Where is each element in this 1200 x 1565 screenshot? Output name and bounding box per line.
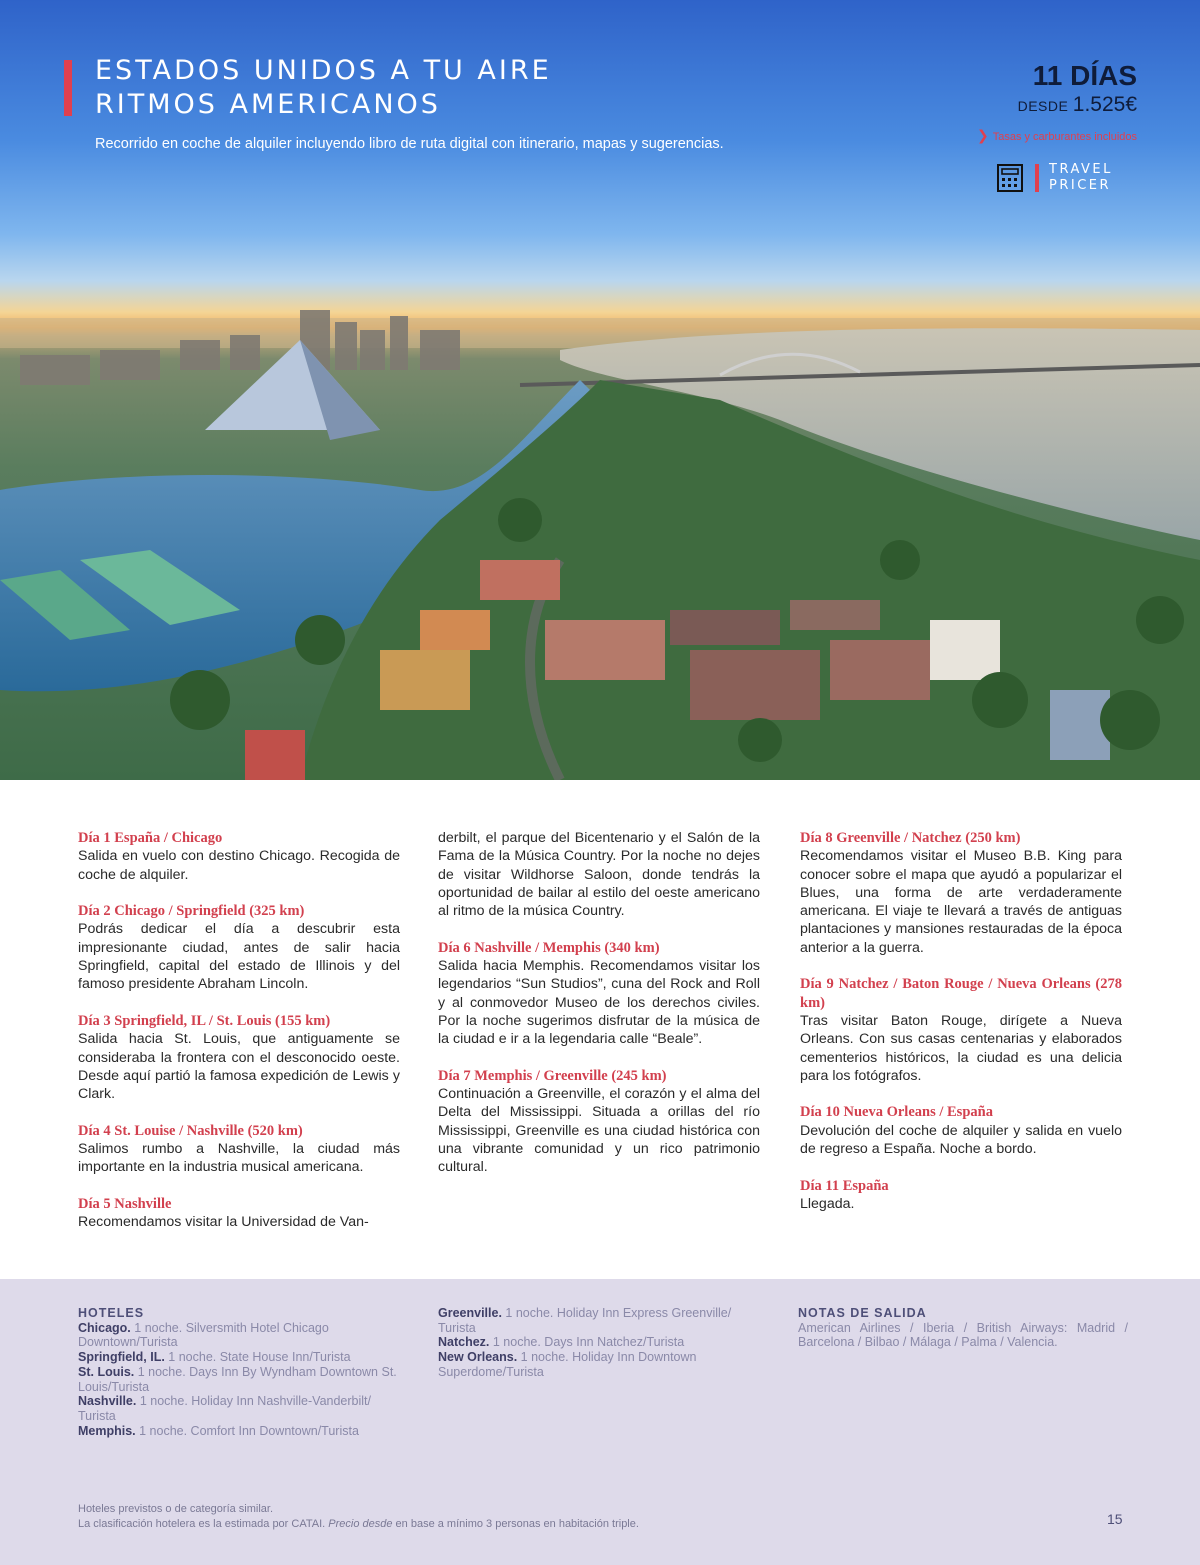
day-title: Día 7 Memphis / Greenville (245 km) xyxy=(438,1067,667,1084)
page-number: 15 xyxy=(1107,1511,1123,1527)
day-title: Día 11 España xyxy=(800,1177,889,1194)
taxes-note xyxy=(977,127,1137,144)
itinerary-day xyxy=(438,1067,760,1177)
hotel-detail: 1 noche. Comfort Inn Downtown/Turista xyxy=(135,1423,359,1438)
hotel-entry xyxy=(438,1306,768,1335)
day-text: Salida hacia St. Louis, que antiguamente se consideraba la frontera con el desconocido oeste. Desde aquí partió la famosa expedición de Lewis y Clark. xyxy=(78,1031,400,1103)
hotel-detail: 1 noche. Holiday Inn Nashville-Vanderbilt/ Turista xyxy=(78,1394,371,1423)
day-text: Devolución del coche de alquiler y salida en vuelo de regreso a España. Noche a bordo. xyxy=(800,1122,1122,1158)
tour-subtitle: RITMOS AMERICANOS xyxy=(95,89,441,120)
hotel-entry xyxy=(78,1321,408,1350)
day-title: Día 10 Nueva Orleans / España xyxy=(800,1104,993,1121)
hotel-entry xyxy=(78,1424,408,1439)
itinerary-day-continued xyxy=(438,829,760,920)
price-from-label: DESDE xyxy=(1017,98,1069,114)
hotel-city: Memphis. xyxy=(78,1423,136,1438)
hotel-city: New Orleans. xyxy=(438,1350,518,1365)
badge-line1: TRAVEL xyxy=(1049,162,1113,177)
hotel-detail: 1 noche. Days Inn By Wyndham Downtown St. Louis/Turista xyxy=(78,1364,397,1394)
itinerary-day xyxy=(800,1177,1122,1214)
footer-price-from: Precio desde xyxy=(328,1517,393,1530)
day-title: Día 5 Nashville xyxy=(78,1195,172,1212)
hotel-detail: 1 noche. Holiday Inn Express Greenville/ Turista xyxy=(438,1306,732,1335)
itinerary-day xyxy=(800,1103,1122,1158)
hotel-city: Greenville. xyxy=(438,1306,502,1320)
day-text: Salida hacia Memphis. Recomendamos visitar los legendarios “Sun Studios”, cuna del Rock and Roll y al conmovedor Museo de los derechos civiles. Por la noche sugerimos disfrutar de la música de la ciudad e ir a la legendaria calle “Beale”. xyxy=(438,958,760,1048)
hotel-detail: 1 noche. State House Inn/Turista xyxy=(164,1350,351,1365)
footer-line-2-end: en base a mínimo 3 personas en habitación triple. xyxy=(392,1517,639,1530)
hotel-city: Natchez. xyxy=(438,1335,490,1350)
hotel-entry xyxy=(78,1394,408,1423)
day-text: derbilt, el parque del Bicentenario y el Salón de la Fama de la Música Country. Por la noche no dejes de visitar Wildhorse Saloon, donde tendrás la oportunidad de bailar al estilo del oeste americano al ritmo de la música Country. xyxy=(438,830,760,920)
hero-photo xyxy=(0,0,1200,780)
hotel-detail: 1 noche. Holiday Inn Downtown Superdome/Turista xyxy=(438,1350,697,1379)
departure-notes-heading: NOTAS DE SALIDA xyxy=(798,1306,927,1320)
tour-description: Recorrido en coche de alquiler incluyendo libro de ruta digital con itinerario, mapas y sugerencias. xyxy=(95,136,724,152)
itinerary-day xyxy=(800,975,1122,1085)
badge-line2: PRICER xyxy=(1049,178,1112,193)
day-text: Podrás dedicar el día a descubrir esta impresionante ciudad, antes de salir hacia Springfield, capital del estado de Illinois y del famoso presidente Abraham Lincoln. xyxy=(78,921,400,993)
hotel-entry xyxy=(78,1350,408,1365)
itinerary-day xyxy=(78,1122,400,1177)
day-text: Recomendamos visitar el Museo B.B. King para conocer sobre el mapa que ayudó a popularizar el Blues, una forma de arte verdaderamente americana. El viaje te llevará a través de antiguas plantaciones y mansiones restauradas de la época anterior a la guerra. xyxy=(800,848,1122,956)
day-title: Día 2 Chicago / Springfield (325 km) xyxy=(78,903,305,920)
hotel-detail: 1 noche. Silversmith Hotel Chicago Downtown/Turista xyxy=(78,1320,329,1350)
hotel-entry xyxy=(78,1365,408,1394)
itinerary-day xyxy=(78,902,400,993)
departure-notes-text: American Airlines / Iberia / British Airways: Madrid / Barcelona / Bilbao / Málaga / Palma / Valencia. xyxy=(798,1320,1128,1350)
day-title: Día 4 St. Louise / Nashville (520 km) xyxy=(78,1122,303,1139)
itinerary-day xyxy=(78,829,400,884)
hotel-entry xyxy=(438,1335,768,1350)
day-title: Día 9 Natchez / Baton Rouge / Nueva Orleans (278 km) xyxy=(800,976,1122,1011)
hotel-detail: 1 noche. Days Inn Natchez/Turista xyxy=(489,1335,685,1350)
chevron-right-icon: ❯ xyxy=(976,127,989,143)
day-title: Día 3 Springfield, IL / St. Louis (155 km) xyxy=(78,1012,331,1029)
itinerary-day xyxy=(78,1195,400,1232)
taxes-text: Tasas y carburantes incluidos xyxy=(992,131,1137,143)
hotels-column-2 xyxy=(438,1306,768,1380)
price-block xyxy=(1018,93,1137,117)
day-title: Día 8 Greenville / Natchez (250 km) xyxy=(800,830,1021,846)
day-text: Llegada. xyxy=(800,1195,855,1212)
departure-notes xyxy=(798,1306,1128,1350)
tour-title: ESTADOS UNIDOS A TU AIRE xyxy=(95,55,552,86)
itinerary-column-3 xyxy=(800,829,1122,1232)
footer-line-1: Hoteles previstos o de categoría similar. xyxy=(78,1503,274,1515)
hotel-city: St. Louis. xyxy=(78,1364,135,1379)
itinerary-day xyxy=(438,939,760,1049)
tour-duration: 11 DÍAS xyxy=(1032,60,1137,91)
day-title: Día 6 Nashville / Memphis (340 km) xyxy=(438,939,660,956)
day-text: Continuación a Greenville, el corazón y el alma del Delta del Mississippi. Situada a orillas del río Mississippi, Greenville es una ciudad histórica con una vibrante comunidad y un rico patrimonio cultural. xyxy=(438,1086,760,1176)
calculator-icon xyxy=(997,164,1023,192)
itinerary-day xyxy=(800,829,1122,957)
hotels-column-1 xyxy=(78,1306,408,1438)
badge-accent-bar xyxy=(1035,164,1039,192)
info-box xyxy=(0,1279,1200,1565)
day-title: Día 1 España / Chicago xyxy=(78,830,223,846)
day-text: Tras visitar Baton Rouge, dirígete a Nueva Orleans. Con sus casas centenarias y elaborados cementerios históricos, la ciudad es una delicia para los fotógrafos. xyxy=(800,1012,1122,1084)
title-accent-bar xyxy=(64,60,72,116)
footer-notes xyxy=(78,1502,639,1531)
hotels-heading: HOTELES xyxy=(78,1306,145,1320)
hotel-city: Springfield, IL. xyxy=(78,1350,165,1365)
day-text: Salimos rumbo a Nashville, la ciudad más importante en la industria musical americana. xyxy=(78,1141,400,1176)
day-text: Salida en vuelo con destino Chicago. Recogida de coche de alquiler. xyxy=(78,848,400,883)
price-value: 1.525€ xyxy=(1072,93,1137,116)
itinerary-column-2 xyxy=(438,829,760,1195)
itinerary-column-1 xyxy=(78,829,400,1250)
hotel-city: Chicago. xyxy=(78,1320,131,1335)
hotel-entry xyxy=(438,1350,768,1379)
day-text: Recomendamos visitar la Universidad de Van- xyxy=(78,1214,369,1231)
travel-pricer-badge xyxy=(997,162,1137,194)
footer-line-2-start: La clasificación hotelera es la estimada por CATAI. xyxy=(78,1517,329,1530)
footer-line-2 xyxy=(78,1517,639,1532)
hotel-city: Nashville. xyxy=(78,1394,137,1409)
itinerary-day xyxy=(78,1012,400,1103)
